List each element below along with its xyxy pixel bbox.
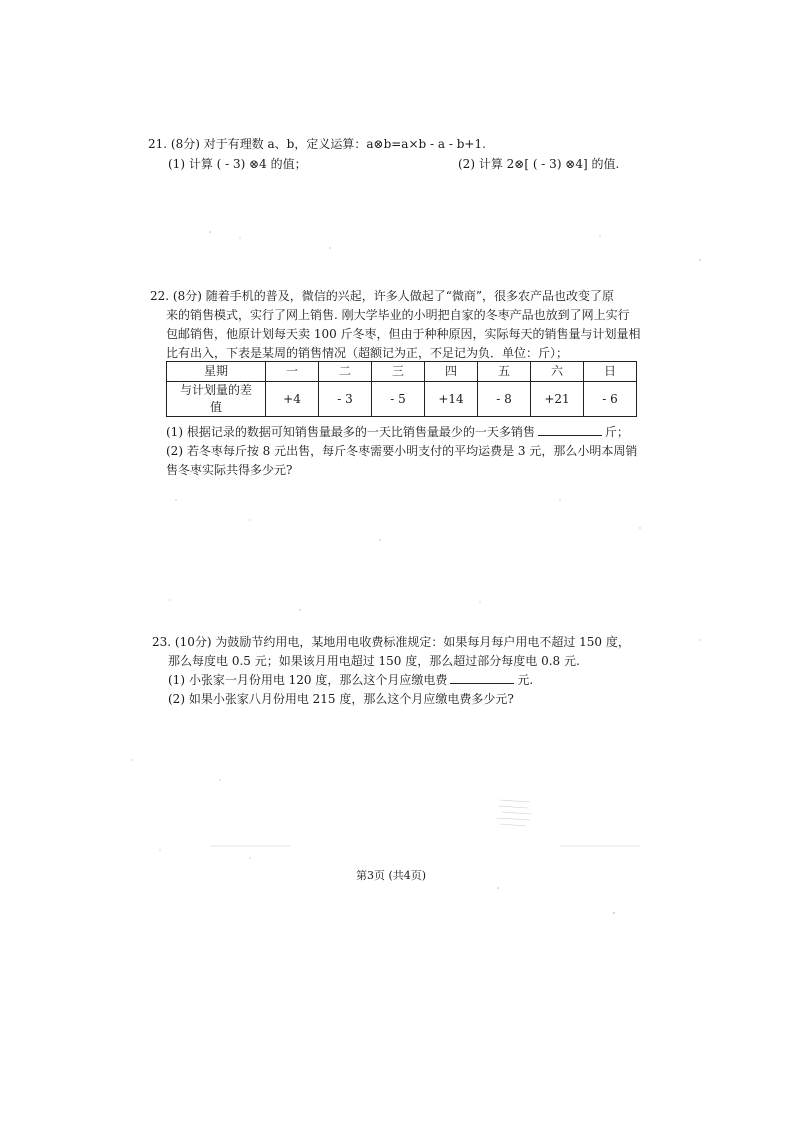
table-value: +21 <box>531 382 584 417</box>
question-23-part-1-unit: 元. <box>517 673 534 687</box>
table-row <box>167 382 637 417</box>
table-value: - 6 <box>584 382 637 417</box>
sales-table <box>166 361 637 417</box>
question-22-line-4: 比有出入，下表是某周的销售情况（超额记为正，不足记为负．单位：斤）； <box>166 346 569 360</box>
question-23-line-1: 23. (10分) 为鼓励节约用电，某地用电收费标准规定：如果每月每户用电不超过 150 度， <box>152 635 630 649</box>
table-day: 四 <box>425 362 478 382</box>
question-22-line-2: 来的销售模式，实行了网上销售. 刚大学毕业的小明把自家的冬枣产品也放到了网上实行 <box>166 308 630 322</box>
answer-blank[interactable] <box>450 672 514 684</box>
question-22-part-1-text: (1) 根据记录的数据可知销售量最多的一天比销售量最少的一天多销售 <box>166 425 535 439</box>
table-row-label-line-2: 值 <box>209 400 222 414</box>
table-value: - 5 <box>372 382 425 417</box>
table-value: - 8 <box>478 382 531 417</box>
question-21-stem: 21. (8分) 对于有理数 a、b，定义运算：a⊗b=a×b - a - b+1. <box>148 137 486 151</box>
table-value: +14 <box>425 382 478 417</box>
table-value: +4 <box>266 382 319 417</box>
table-row <box>167 362 637 382</box>
table-value: - 3 <box>319 382 372 417</box>
table-day: 日 <box>584 362 637 382</box>
table-day: 六 <box>531 362 584 382</box>
question-22-part-1-unit: 斤； <box>604 425 629 439</box>
question-22-part-2-line-2: 售冬枣实际共得多少元? <box>166 463 293 477</box>
question-23-part-1-text: (1) 小张家一月份用电 120 度，那么这个月应缴电费 <box>168 673 448 687</box>
question-23-part-1 <box>168 672 533 688</box>
question-23-line-2: 那么每度电 0.5 元；如果该月用电超过 150 度，那么超过部分每度电 0.8 元. <box>168 654 580 668</box>
table-row-label-line-1: 与计划量的差 <box>179 383 252 397</box>
question-22-line-3: 包邮销售，他原计划每天卖 100 斤冬枣，但由于种种原因，实际每天的销售量与计划量相 <box>166 327 641 341</box>
question-22-part-2-line-1: (2) 若冬枣每斤按 8 元出售，每斤冬枣需要小明支付的平均运费是 3 元，那么小明本周销 <box>166 444 638 458</box>
table-row-label <box>167 382 266 417</box>
table-day: 五 <box>478 362 531 382</box>
question-22-line-1: 22. (8分) 随着手机的普及，微信的兴起，许多人做起了“微商”，很多农产品也改变了原 <box>150 289 614 303</box>
table-day: 一 <box>266 362 319 382</box>
table-day: 三 <box>372 362 425 382</box>
question-22-part-1 <box>166 424 629 440</box>
question-21-part-2: (2) 计算 2⊗[ ( - 3) ⊗4] 的值. <box>458 157 620 171</box>
question-21-part-1: (1) 计算 ( - 3) ⊗4 的值； <box>168 157 307 171</box>
page-footer: 第3页 (共4页) <box>356 869 427 882</box>
question-23-part-2: (2) 如果小张家八月份用电 215 度，那么这个月应缴电费多少元? <box>168 692 514 706</box>
answer-blank[interactable] <box>538 424 602 436</box>
table-header-label: 星期 <box>167 362 266 382</box>
table-day: 二 <box>319 362 372 382</box>
